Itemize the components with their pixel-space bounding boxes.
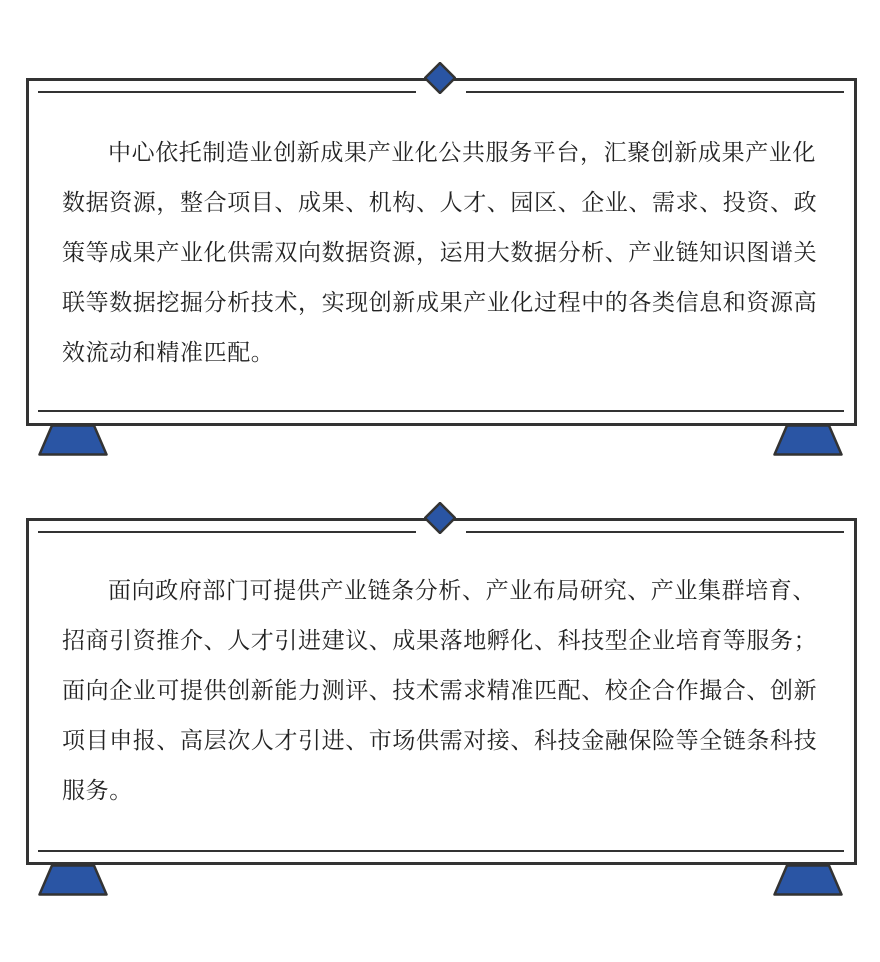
top-divider-right xyxy=(466,91,844,93)
trapezoid-stand-icon xyxy=(38,424,108,456)
card-paragraph: 中心依托制造业创新成果产业化公共服务平台，汇聚创新成果产业化数据资源，整合项目、成果、机构、人才、园区、企业、需求、投资、政策等成果产业化供需双向数据资源，运用大数据分析、产业链知识图谱关联等数据挖掘分析技术，实现创新成果产业化过程中的各类信息和资源高效流动和精准匹配。 xyxy=(62,140,818,366)
card-paragraph: 面向政府部门可提供产业链条分析、产业布局研究、产业集群培育、招商引资推介、人才引进建议、成果落地孵化、科技型企业培育等服务；面向企业可提供创新能力测评、技术需求精准匹配、校企合作撮合、创新项目申报、高层次人才引进、市场供需对接、科技金融保险等全链条科技服务。 xyxy=(62,578,818,804)
diamond-icon xyxy=(424,62,456,94)
info-card-services xyxy=(0,498,880,898)
bottom-divider xyxy=(38,850,844,852)
top-divider-left xyxy=(38,91,416,93)
diamond-icon xyxy=(424,502,456,534)
top-divider-right xyxy=(466,531,844,533)
bottom-divider xyxy=(38,410,844,412)
trapezoid-stand-icon xyxy=(38,864,108,896)
trapezoid-stand-icon xyxy=(773,864,843,896)
top-divider-left xyxy=(38,531,416,533)
trapezoid-stand-icon xyxy=(773,424,843,456)
info-card-platform xyxy=(0,58,880,458)
